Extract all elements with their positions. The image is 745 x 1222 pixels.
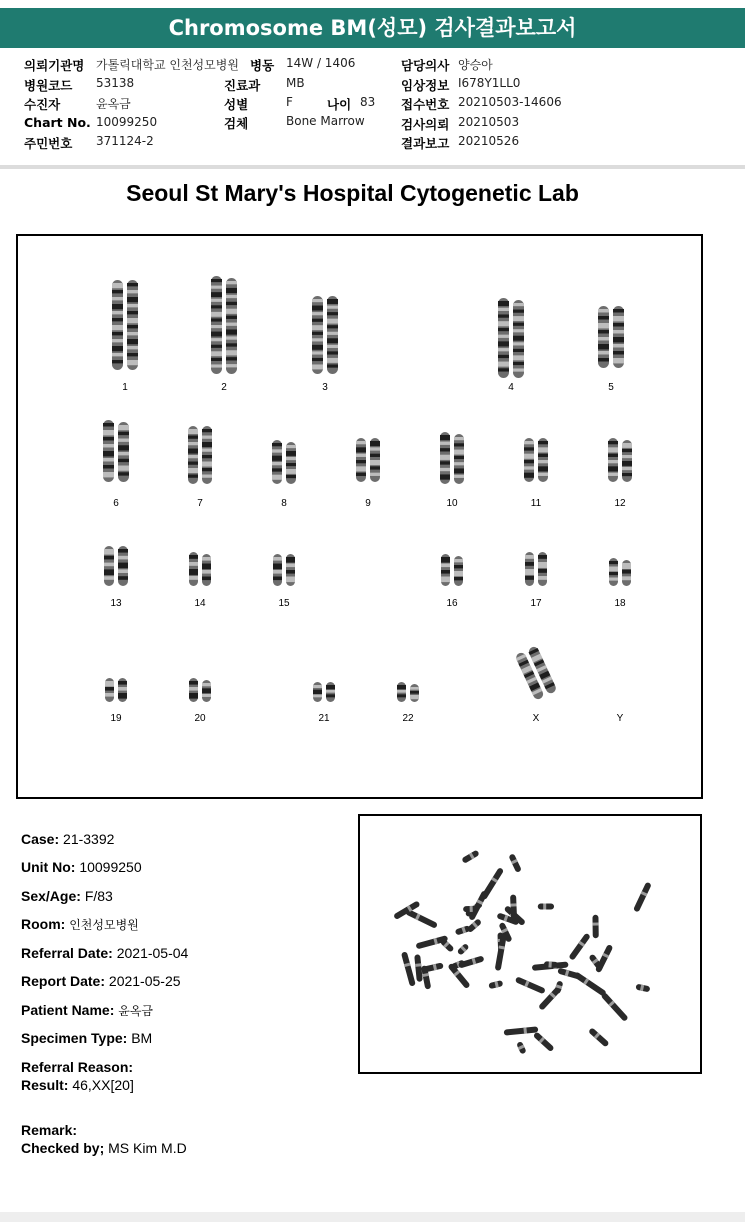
chromosome-pair	[515, 645, 558, 700]
sex-label: 성별	[224, 97, 249, 112]
referral-reason-field	[21, 1059, 133, 1075]
chromosome-pair	[189, 678, 211, 702]
metaphase-chromosome	[554, 980, 564, 994]
metaphase-chromosome	[458, 955, 485, 968]
metaphase-chromosome	[592, 915, 598, 938]
metaphase-spread-image	[360, 816, 700, 1072]
remark-label: Remark:	[21, 1122, 78, 1138]
chromosome-label: 17	[530, 598, 542, 609]
metaphase-chromosome	[422, 962, 444, 972]
chromosome-label: 7	[197, 498, 203, 509]
unit-value: 10099250	[79, 859, 142, 875]
chromosome-pair	[312, 296, 338, 374]
clinical-label: 임상정보	[401, 78, 450, 93]
chromosome-pair	[608, 438, 632, 482]
metaphase-chromosome	[538, 903, 554, 909]
chromosome-pair	[524, 438, 548, 482]
chromosome-pair	[189, 552, 211, 586]
case-field	[21, 831, 114, 847]
result-report-label: 결과보고	[401, 136, 450, 151]
result-value: 46,XX[20]	[72, 1077, 134, 1093]
chromosome-label: 2	[221, 382, 227, 393]
chromosome-label: 15	[278, 598, 290, 609]
lab-title: Seoul St Mary's Hospital Cytogenetic Lab	[126, 180, 579, 206]
unit-label: Unit No:	[21, 859, 76, 875]
recipient-value: 윤옥금	[96, 97, 131, 111]
chart-label: Chart No.	[24, 115, 91, 130]
doctor-label: 담당의사	[401, 58, 450, 73]
chromosome-pair	[272, 440, 296, 484]
dept-value: MB	[286, 76, 305, 90]
chromosome-label: 22	[402, 713, 414, 724]
chromosome-label: 1	[122, 382, 128, 393]
metaphase-chromosome	[480, 867, 504, 900]
metaphase-chromosome	[533, 1031, 555, 1052]
chart-value: 10099250	[96, 115, 158, 129]
chromosome-pair	[441, 554, 463, 586]
checked-by-field	[21, 1140, 187, 1156]
chromosome-pair	[112, 280, 138, 370]
request-label: 검사의뢰	[401, 117, 450, 132]
metaphase-chromosome	[600, 992, 628, 1022]
code-label: 병원코드	[24, 78, 73, 93]
report-date-label: Report Date:	[21, 973, 106, 989]
report-date-value: 2021-05-25	[108, 973, 181, 989]
specimen-type-field	[21, 1030, 152, 1046]
result-report-value: 20210526	[458, 134, 520, 148]
report-title-bar	[0, 8, 745, 48]
chromosome-label: 6	[113, 498, 119, 509]
chromosome-label: 12	[614, 498, 626, 509]
report-title: Chromosome BM(성모) 검사결과보고서	[168, 16, 577, 40]
chromosome-label: 9	[365, 498, 371, 509]
checked-by-value: MS Kim M.D	[108, 1140, 187, 1156]
referral-date-field	[21, 945, 188, 961]
metaphase-chromosome	[508, 853, 522, 873]
chromosome-label: 4	[508, 382, 514, 393]
checked-by-label: Checked by;	[21, 1140, 105, 1156]
chromosome-pair	[356, 438, 380, 482]
metaphase-chromosome	[515, 976, 546, 994]
metaphase-chromosome	[463, 906, 477, 912]
case-value: 21-3392	[63, 831, 115, 847]
chromosome-label: 5	[608, 382, 614, 393]
chromosome-pair	[273, 554, 295, 586]
chromosome-pair	[498, 298, 524, 378]
referral-reason-label: Referral Reason:	[21, 1059, 134, 1075]
chromosome-label: 18	[614, 598, 626, 609]
patient-name-label: Patient Name:	[21, 1002, 115, 1018]
metaphase-chromosome	[461, 850, 480, 864]
patient-name-field	[21, 1002, 153, 1019]
chromosome-pair	[211, 276, 237, 374]
chromosome-label: 10	[446, 498, 458, 509]
chromosome-pair	[103, 420, 129, 482]
chromosome-pair	[188, 426, 212, 484]
chromosome-pair	[104, 546, 128, 586]
recipient-label: 수진자	[24, 97, 61, 112]
sex-value: F	[286, 95, 293, 109]
id-value: 371124-2	[96, 134, 154, 148]
section-divider	[0, 165, 745, 169]
referral-date-label: Referral Date:	[21, 945, 113, 961]
metaphase-chromosome	[568, 933, 591, 961]
chromosome-label: Y	[616, 713, 624, 724]
chromosome-label: 11	[530, 498, 542, 509]
result-label: Result:	[21, 1077, 69, 1093]
unit-field	[21, 859, 142, 875]
metaphase-chromosome	[544, 961, 558, 968]
age-value: 83	[360, 95, 376, 109]
chromosome-label: 8	[281, 498, 287, 509]
chromosome-label: X	[532, 713, 540, 724]
sexage-label: Sex/Age:	[21, 888, 81, 904]
referral-date-value: 2021-05-04	[116, 945, 189, 961]
metaphase-chromosome	[516, 1041, 527, 1055]
report-date-field	[21, 973, 181, 989]
case-label: Case:	[21, 831, 60, 847]
dept-label: 진료과	[224, 78, 261, 93]
karyogram-panel	[16, 234, 703, 799]
metaphase-chromosome	[504, 1026, 539, 1035]
chromosome-label: 16	[446, 598, 458, 609]
chromosome-label: 13	[110, 598, 122, 609]
chromosome-pair	[598, 306, 624, 368]
specimen-label: 검체	[224, 116, 249, 131]
chromosome-pair	[525, 552, 547, 586]
metaphase-chromosome	[633, 882, 652, 913]
chromosome-pair	[609, 558, 631, 586]
metaphase-chromosome	[488, 980, 503, 989]
result-field	[21, 1077, 134, 1093]
chromosome-label: 20	[194, 713, 206, 724]
code-value: 53138	[96, 76, 135, 90]
room-value: 인천성모병원	[69, 918, 139, 932]
chromosome-pair	[440, 432, 464, 484]
ward-value: 14W / 1406	[286, 56, 356, 70]
ward-label: 병동	[250, 58, 275, 73]
receipt-value: 20210503-14606	[458, 95, 562, 109]
clinical-value: I678Y1LL0	[458, 76, 521, 90]
sexage-field	[21, 888, 113, 904]
room-label: Room:	[21, 916, 66, 932]
metaphase-chromosome	[457, 943, 470, 956]
patient-info-panel	[0, 52, 745, 164]
hospital-label: 의뢰기관명	[24, 58, 85, 73]
remark-field	[21, 1122, 77, 1138]
chromosome-label: 19	[110, 713, 122, 724]
receipt-label: 접수번호	[401, 97, 450, 112]
metaphase-panel	[358, 814, 702, 1074]
specimen-type-value: BM	[131, 1030, 153, 1046]
chromosome-pair	[397, 682, 419, 702]
patient-name-value: 윤옥금	[118, 1004, 154, 1018]
chromosome-pair	[313, 682, 335, 702]
hospital-value: 가톨릭대학교 인천성모병원	[96, 58, 239, 72]
chromosome-pair	[105, 678, 127, 702]
metaphase-chromosome	[401, 951, 416, 986]
sexage-value: F/83	[84, 888, 113, 904]
metaphase-chromosome	[495, 933, 507, 971]
chromosome-label: 14	[194, 598, 206, 609]
cytogenetic-report	[0, 170, 745, 1210]
request-value: 20210503	[458, 115, 520, 129]
metaphase-chromosome	[557, 968, 581, 980]
id-label: 주민번호	[24, 136, 73, 151]
chromosome-label: 21	[318, 713, 330, 724]
metaphase-chromosome	[635, 984, 650, 993]
specimen-value: Bone Marrow	[286, 114, 365, 128]
metaphase-chromosome	[455, 925, 471, 935]
metaphase-chromosome	[588, 1027, 610, 1047]
footer-bar	[0, 1212, 745, 1222]
age-label: 나이	[327, 97, 352, 112]
room-field	[21, 916, 139, 933]
doctor-value: 양승아	[458, 58, 493, 72]
specimen-type-label: Specimen Type:	[21, 1030, 128, 1046]
chromosome-label: 3	[322, 382, 328, 393]
